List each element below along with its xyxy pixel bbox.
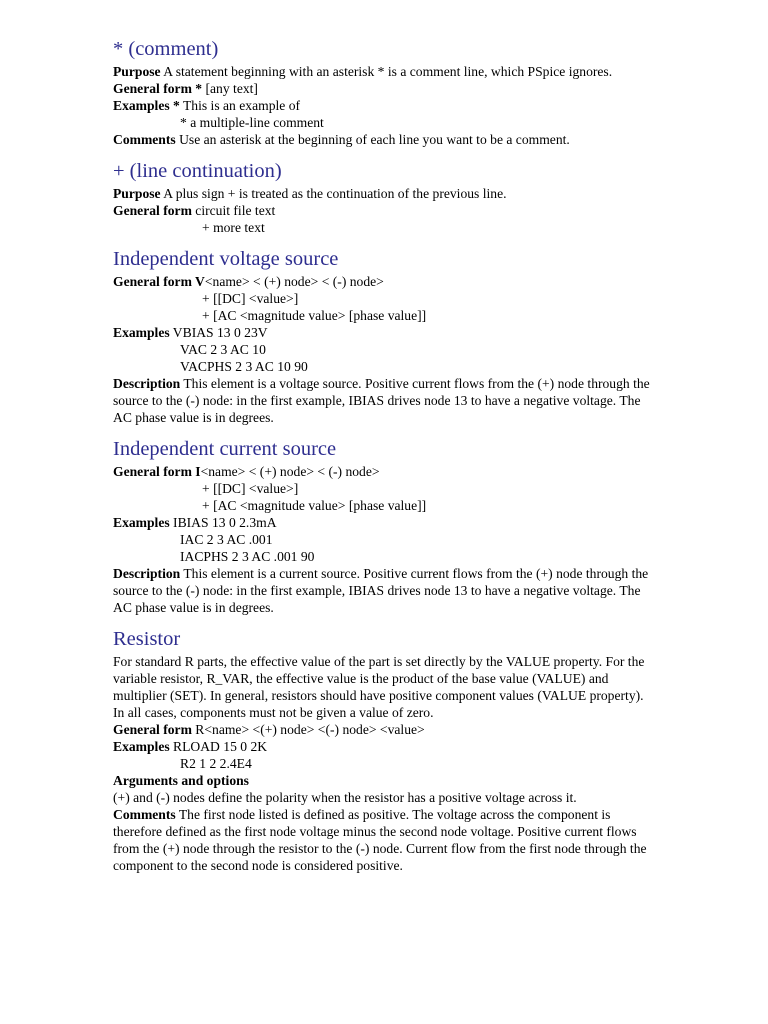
example-line: IBIAS 13 0 2.3mA <box>169 515 277 530</box>
isource-example2: IAC 2 3 AC .001 <box>180 532 273 547</box>
comments-text: Use an asterisk at the beginning of each line you want to be a comment. <box>175 132 570 147</box>
general-form-label: General form * <box>113 81 203 96</box>
resistor-comments <box>113 806 658 874</box>
general-form-text: <name> < (+) node> < (-) node> <box>204 274 384 289</box>
continuation-form-line2: + more text <box>202 220 265 235</box>
vsource-examples <box>113 324 658 341</box>
isource-form-line2: + [[DC] <value>] <box>202 481 299 496</box>
isource-example3: IACPHS 2 3 AC .001 90 <box>180 549 315 564</box>
example-line: VBIAS 13 0 23V <box>169 325 268 340</box>
isource-general-form <box>113 463 658 480</box>
examples-label: Examples <box>113 325 170 340</box>
examples-label: Examples <box>113 515 170 530</box>
resistor-section <box>113 626 658 874</box>
purpose-text: A plus sign + is treated as the continuation of the previous line. <box>160 186 507 201</box>
purpose-label: Purpose <box>113 186 161 201</box>
vsource-form-line3: + [AC <magnitude value> [phase value]] <box>202 308 427 323</box>
resistor-arguments-text: (+) and (-) nodes define the polarity when the resistor has a positive voltage across it. <box>113 790 577 805</box>
examples-label: Examples <box>113 739 170 754</box>
isource-examples <box>113 514 658 531</box>
comments-label: Comments <box>113 132 176 147</box>
comment-examples <box>113 97 658 114</box>
comment-heading: * (comment) <box>113 38 219 60</box>
purpose-text: A statement beginning with an asterisk * is a comment line, which PSpice ignores. <box>160 64 613 79</box>
general-form-label: General form V <box>113 274 205 289</box>
continuation-purpose <box>113 185 658 202</box>
example-line: RLOAD 15 0 2K <box>169 739 268 754</box>
resistor-general-form <box>113 721 658 738</box>
comment-general-form <box>113 80 658 97</box>
isource-description <box>113 565 658 616</box>
example-line: This is an example of <box>179 98 301 113</box>
isource-form-line3: + [AC <magnitude value> [phase value]] <box>202 498 427 513</box>
continuation-section <box>113 158 658 236</box>
general-form-text: <name> < (+) node> < (-) node> <box>200 464 380 479</box>
voltage-source-section <box>113 246 658 426</box>
comment-section <box>113 36 658 148</box>
general-form-label: General form I <box>113 464 201 479</box>
vsource-example3: VACPHS 2 3 AC 10 90 <box>180 359 308 374</box>
resistor-intro: For standard R parts, the effective value of the part is set directly by the VALUE property. For the variable resistor, R_VAR, the effective value is the product of the base value (VALUE) and multiplier (SET). In general, resistors should have positive component values (VALUE property). In all cases, components must not be given a value of zero. <box>113 654 648 720</box>
vsource-general-form <box>113 273 658 290</box>
general-form-text: R<name> <(+) node> <(-) node> <value> <box>191 722 425 737</box>
current-source-section <box>113 436 658 616</box>
document-body <box>113 30 658 874</box>
comment-comments <box>113 131 658 148</box>
continuation-heading: + (line continuation) <box>113 160 282 182</box>
vsource-example2: VAC 2 3 AC 10 <box>180 342 266 357</box>
comment-purpose <box>113 63 658 80</box>
purpose-label: Purpose <box>113 64 161 79</box>
continuation-general-form <box>113 202 658 219</box>
resistor-example2: R2 1 2 2.4E4 <box>180 756 252 771</box>
description-text: This element is a voltage source. Positive current flows from the (+) node through the source to the (-) node: in the first example, IBIAS drives node 13 to have a negative voltage. The AC phase value is in degrees. <box>113 376 654 425</box>
general-form-text: [any text] <box>202 81 258 96</box>
general-form-label: General form <box>113 203 192 218</box>
vsource-form-line2: + [[DC] <value>] <box>202 291 299 306</box>
description-label: Description <box>113 376 181 391</box>
resistor-arguments-label <box>113 772 658 789</box>
comments-label: Comments <box>113 807 176 822</box>
comments-text: The first node listed is defined as positive. The voltage across the component is therefore defined as the first node voltage minus the second node voltage. Positive current flows from the (+) node through the resistor to the (-) node. Current flow from the first node through the component to the second node is considered positive. <box>113 807 650 873</box>
general-form-label: General form <box>113 722 192 737</box>
resistor-examples <box>113 738 658 755</box>
general-form-text: circuit file text <box>191 203 276 218</box>
current-source-heading: Independent current source <box>113 438 337 460</box>
description-text: This element is a current source. Positive current flows from the (+) node through the source to the (-) node: in the first example, IBIAS drives node 13 to have a negative voltage. The AC phase value is in degrees. <box>113 566 652 615</box>
voltage-source-heading: Independent voltage source <box>113 248 339 270</box>
resistor-heading: Resistor <box>113 628 181 650</box>
comment-examples-line2: * a multiple-line comment <box>180 115 324 130</box>
vsource-description <box>113 375 658 426</box>
examples-label: Examples * <box>113 98 180 113</box>
description-label: Description <box>113 566 181 581</box>
arguments-label: Arguments and options <box>113 773 249 788</box>
